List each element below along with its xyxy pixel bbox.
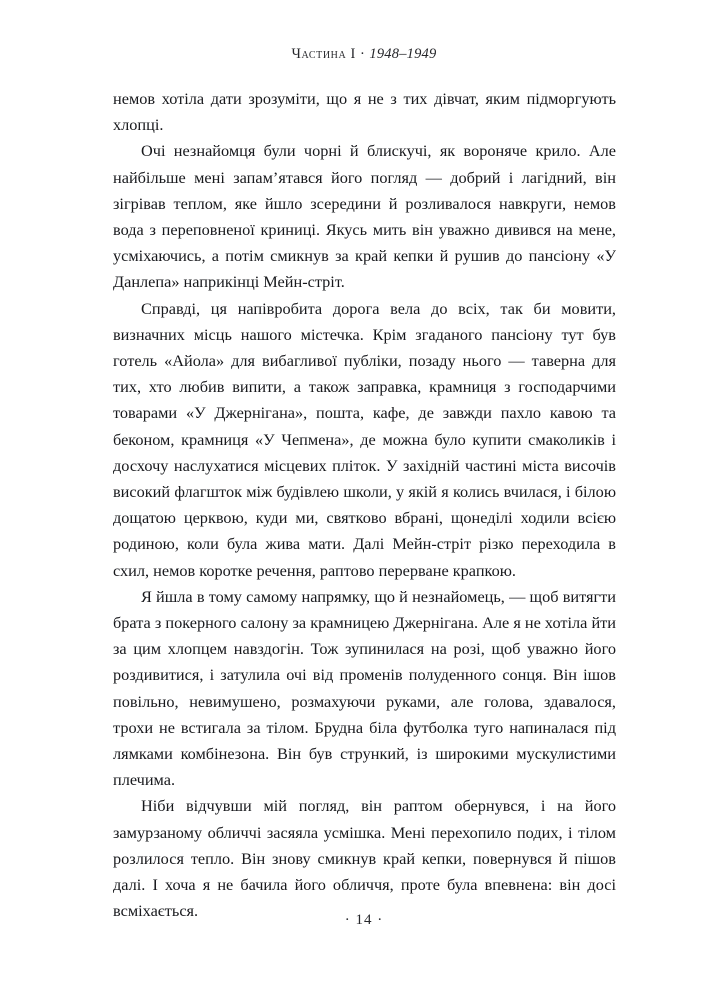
- paragraph: Ніби відчувши мій погляд, він раптом обернувся, і на його замурзаному обличчі засяяла усмішка. Мені перехопило подих, і тілом розлилося тепло. Він знову смикнув край кепки, повернувся й пішов далі. І хоча я не бачила його обличчя, проте була впевнена: він досі всміхається.: [113, 796, 616, 921]
- running-head-years: 1948–1949: [369, 46, 437, 62]
- running-head-part: Частина I: [291, 46, 356, 62]
- running-head: [0, 46, 728, 63]
- paragraph: Справді, ця напівробита дорога вела до всіх, так би мовити, визначних місць нашого містечка. Крім згаданого пансіону тут був готель «Айола» для вибагливої публіки, позаду нього — таверна для тих, хто любив випити, а також заправка, крамниця з господарчими товарами «У Джернігана», пошта, кафе, де завжди пахло кавою та беконом, крамниця «У Чепмена», де можна було купити смаколиків і досхочу наслухатися місцевих пліток. У західній частині міста височів високий флагшток між будівлею школи, у якій я колись вчилася, і білою дощатою церквою, куди ми, святково вбрані, щонеділі ходили всією родиною, коли була жива мати. Далі Мейн-стріт різко переходила в схил, немов коротке речення, раптово перерване крапкою.: [113, 298, 616, 580]
- body-text: [113, 86, 616, 925]
- page-number: · 14 ·: [344, 912, 384, 928]
- running-head-separator: ·: [359, 46, 366, 62]
- paragraph: Я йшла в тому самому напрямку, що й незнайомець, — щоб витягти брата з покерного салону за крамницею Джернігана. Але я не хотіла йти за цим хлопцем навздогін. Тож зупинилася на розі, щоб уважно його роздивитися, і затулила очі від променів полуденного сонця. Він ішов повільно, невимушено, розмахуючи руками, але голова, здавалося, трохи не встигала за тілом. Брудна біла футболка туго напиналася під лямками комбінезона. Він був стрункий, із широкими мускулистими плечима.: [113, 586, 616, 790]
- paragraph: немов хотіла дати зрозуміти, що я не з тих дівчат, яким підморгують хлопці.: [113, 89, 616, 135]
- paragraph: Очі незнайомця були чорні й блискучі, як вороняче крило. Але найбільше мені запам’ятався його погляд — добрий і лагідний, він зігрівав теплом, яке йшло зсередини й розливалося навкруги, немов вода з переповненої криниці. Якусь мить він уважно дивився на мене, усміхаючись, а потім смикнув за край кепки й рушив до пансіону «У Данлепа» наприкінці Мейн-стріт.: [113, 141, 616, 292]
